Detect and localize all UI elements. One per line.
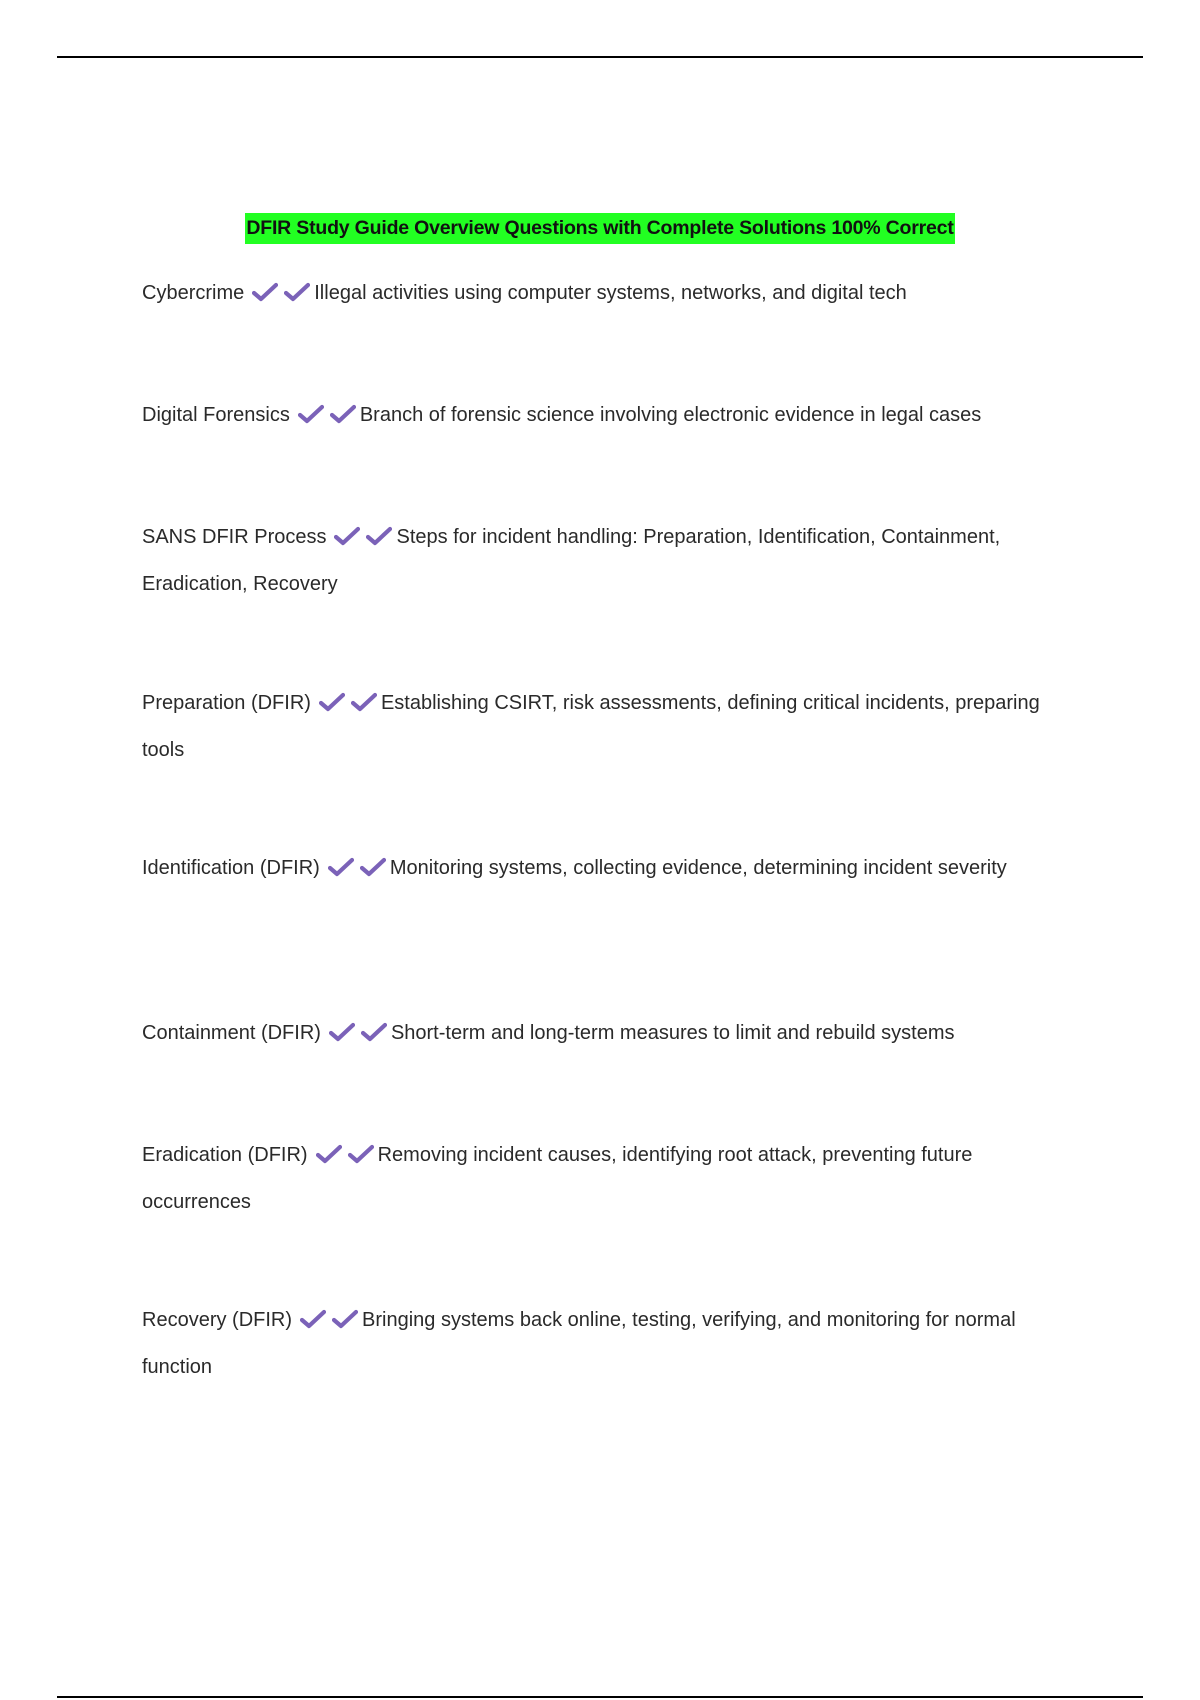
entry-sans-dfir-process [142, 515, 1062, 606]
entry-identification [142, 846, 1062, 893]
entry-term: Eradication (DFIR) [142, 1144, 308, 1166]
entry-definition: Steps for incident handling: Preparation, Identification, Containment, Eradication, Recovery [142, 526, 1001, 595]
check-icon [330, 404, 356, 424]
entry-definition: Illegal activities using computer systems, networks, and digital tech [314, 282, 907, 304]
check-icon [328, 857, 354, 877]
check-icons [329, 1014, 387, 1058]
check-icons [328, 849, 386, 893]
check-icons [334, 518, 392, 562]
check-icon [351, 692, 377, 712]
check-icon [332, 1309, 358, 1329]
entry-containment [142, 1011, 1062, 1058]
title-container [0, 213, 1200, 244]
header-rule [57, 56, 1143, 58]
entry-term: Cybercrime [142, 282, 245, 304]
entry-term: Preparation (DFIR) [142, 692, 311, 714]
entry-definition: Short-term and long-term measures to limit and rebuild systems [390, 1022, 955, 1044]
entry-digital-forensics [142, 393, 1062, 440]
check-icon [348, 1144, 374, 1164]
check-icons [319, 684, 377, 728]
check-icon [316, 1144, 342, 1164]
entry-term: Recovery (DFIR) [142, 1309, 293, 1331]
entry-term: Containment (DFIR) [142, 1022, 321, 1044]
entry-definition: Branch of forensic science involving electronic evidence in legal cases [359, 404, 982, 426]
check-icons [252, 274, 310, 318]
document-title: DFIR Study Guide Overview Questions with Complete Solutions 100% Correct [245, 213, 954, 244]
entry-definition: Bringing systems back online, testing, verifying, and monitoring for normal function [142, 1309, 1016, 1378]
check-icon [360, 857, 386, 877]
entry-eradication [142, 1133, 1062, 1224]
check-icon [252, 282, 278, 302]
check-icons [316, 1136, 374, 1180]
entry-term: SANS DFIR Process [142, 526, 327, 548]
check-icon [329, 1022, 355, 1042]
check-icon [284, 282, 310, 302]
footer-rule [57, 1696, 1143, 1698]
entry-term: Identification (DFIR) [142, 857, 320, 879]
entry-cybercrime [142, 271, 1062, 318]
entry-definition: Monitoring systems, collecting evidence, determining incident severity [389, 857, 1007, 879]
entry-preparation [142, 681, 1062, 772]
check-icon [366, 526, 392, 546]
entry-recovery [142, 1298, 1062, 1389]
entry-definition: Establishing CSIRT, risk assessments, defining critical incidents, preparing tools [142, 692, 1040, 761]
check-icon [298, 404, 324, 424]
check-icon [300, 1309, 326, 1329]
check-icons [298, 396, 356, 440]
check-icon [319, 692, 345, 712]
check-icons [300, 1301, 358, 1345]
entry-term: Digital Forensics [142, 404, 290, 426]
entry-definition: Removing incident causes, identifying root attack, preventing future occurrences [142, 1144, 973, 1213]
check-icon [334, 526, 360, 546]
check-icon [361, 1022, 387, 1042]
